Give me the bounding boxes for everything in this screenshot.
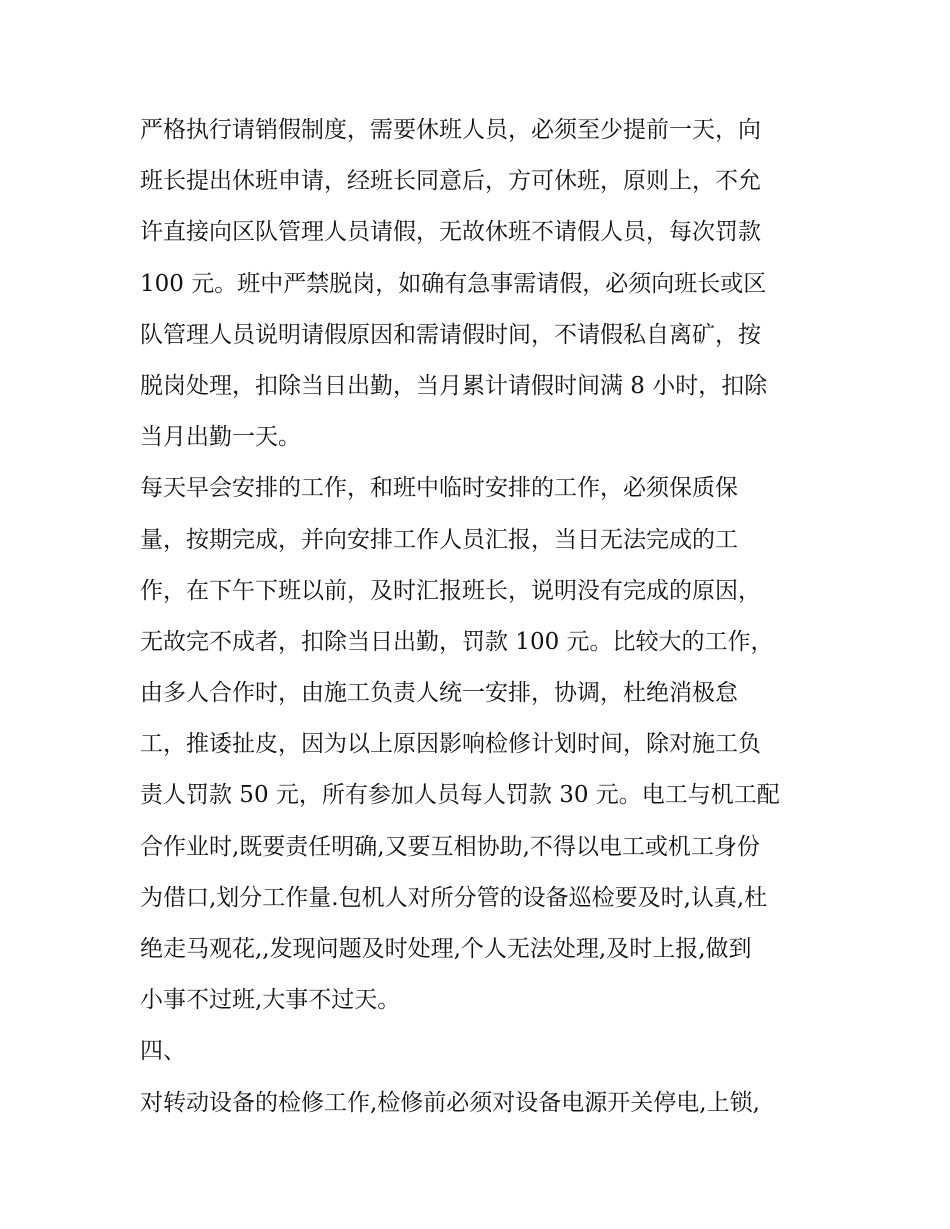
text-line: 许直接向区队管理人员请假，无故休班不请假人员，每次罚款 bbox=[140, 219, 761, 246]
text-line: 由多人合作时，由施工负责人统一安排，协调，杜绝消极怠 bbox=[140, 680, 738, 707]
text-line: 为借口,划分工作量.包机人对所分管的设备巡检要及时,认真,杜 bbox=[140, 884, 768, 911]
text-line: 小事不过班,大事不过天。 bbox=[140, 987, 401, 1014]
text-line: 作，在下午下班以前，及时汇报班长，说明没有完成的原因， bbox=[140, 577, 761, 604]
text-line: 量，按期完成，并向安排工作人员汇报，当日无法完成的工 bbox=[140, 526, 738, 553]
text-line: 无故完不成者，扣除当日出勤，罚款 100 元。比较大的工作， bbox=[140, 628, 774, 655]
text-line: 脱岗处理，扣除当日出勤，当月累计请假时间满 8 小时，扣除 bbox=[140, 372, 768, 399]
text-line: 严格执行请销假制度，需要休班人员，必须至少提前一天，向 bbox=[140, 117, 761, 143]
text-line: 当月出勤一天。 bbox=[140, 424, 301, 451]
text-line: 班长提出休班申请，经班长同意后，方可休班，原则上，不允 bbox=[140, 168, 761, 195]
text-line: 队管理人员说明请假原因和需请假时间，不请假私自离矿，按 bbox=[140, 321, 761, 348]
document-body bbox=[140, 105, 820, 1129]
text-line: 合作业时,既要责任明确,又要互相协助,不得以电工或机工身份 bbox=[140, 833, 760, 860]
text-line: 对转动设备的检修工作,检修前必须对设备电源开关停电,上锁, bbox=[140, 1089, 760, 1116]
section-heading: 四、 bbox=[140, 1038, 186, 1065]
text-line: 100 元。班中严禁脱岗，如确有急事需请假，必须向班长或区 bbox=[140, 270, 767, 297]
text-line: 绝走马观花,,发现问题及时处理,个人无法处理,及时上报,做到 bbox=[140, 936, 752, 962]
text-line: 责人罚款 50 元，所有参加人员每人罚款 30 元。电工与机工配 bbox=[140, 782, 780, 809]
text-line: 工，推诿扯皮，因为以上原因影响检修计划时间，除对施工负 bbox=[140, 731, 761, 758]
text-line: 每天早会安排的工作，和班中临时安排的工作，必须保质保 bbox=[140, 475, 738, 502]
